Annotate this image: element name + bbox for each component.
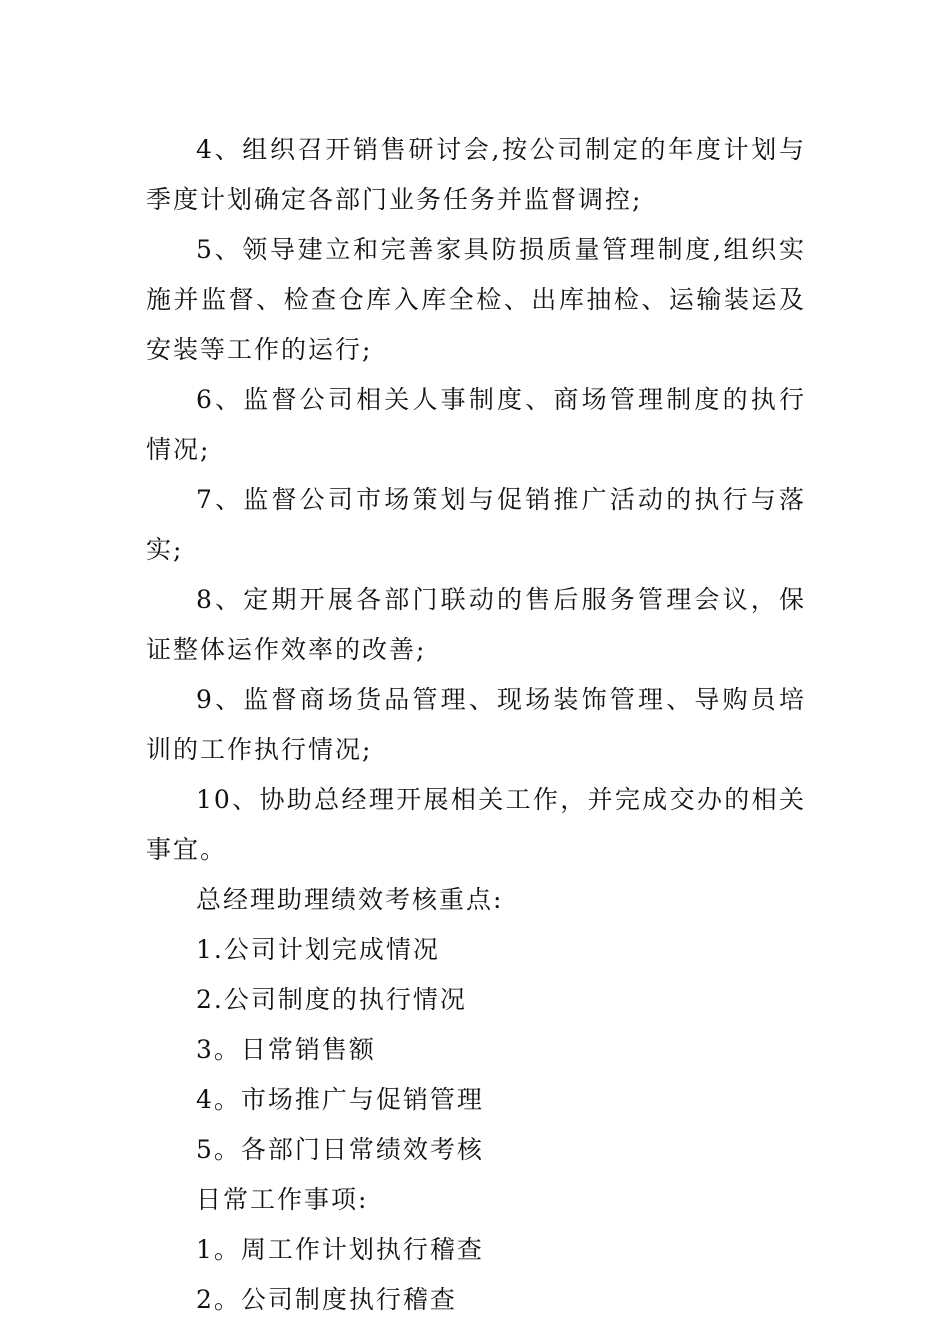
kpi-item: 1.公司计划完成情况 bbox=[196, 935, 440, 964]
daily-item: 2。公司制度执行稽查 bbox=[196, 1285, 457, 1314]
kpi-item: 4。市场推广与促销管理 bbox=[196, 1085, 484, 1114]
kpi-item: 2.公司制度的执行情况 bbox=[196, 985, 467, 1014]
duty-item-4: 4、组织召开销售研讨会,按公司制定的年度计划与季度计划确定各部门业务任务并监督调控; bbox=[146, 135, 806, 214]
kpi-item: 5。各部门日常绩效考核 bbox=[196, 1135, 484, 1164]
duty-item-6: 6、监督公司相关人事制度、商场管理制度的执行情况; bbox=[146, 385, 806, 464]
daily-item: 1。周工作计划执行稽查 bbox=[196, 1235, 484, 1264]
document-body bbox=[146, 125, 806, 1325]
duty-item-9: 9、监督商场货品管理、现场装饰管理、导购员培训的工作执行情况; bbox=[146, 685, 806, 764]
kpi-heading: 总经理助理绩效考核重点: bbox=[196, 885, 504, 914]
duty-item-8: 8、定期开展各部门联动的售后服务管理会议，保证整体运作效率的改善; bbox=[146, 585, 806, 664]
duty-item-10: 10、协助总经理开展相关工作，并完成交办的相关事宜。 bbox=[146, 785, 806, 864]
duty-item-7: 7、监督公司市场策划与促销推广活动的执行与落实; bbox=[146, 485, 806, 564]
daily-heading: 日常工作事项: bbox=[196, 1185, 369, 1214]
duty-item-5: 5、领导建立和完善家具防损质量管理制度,组织实施并监督、检查仓库入库全检、出库抽检、运输装运及安装等工作的运行; bbox=[146, 235, 806, 364]
kpi-item: 3。日常销售额 bbox=[196, 1035, 376, 1064]
